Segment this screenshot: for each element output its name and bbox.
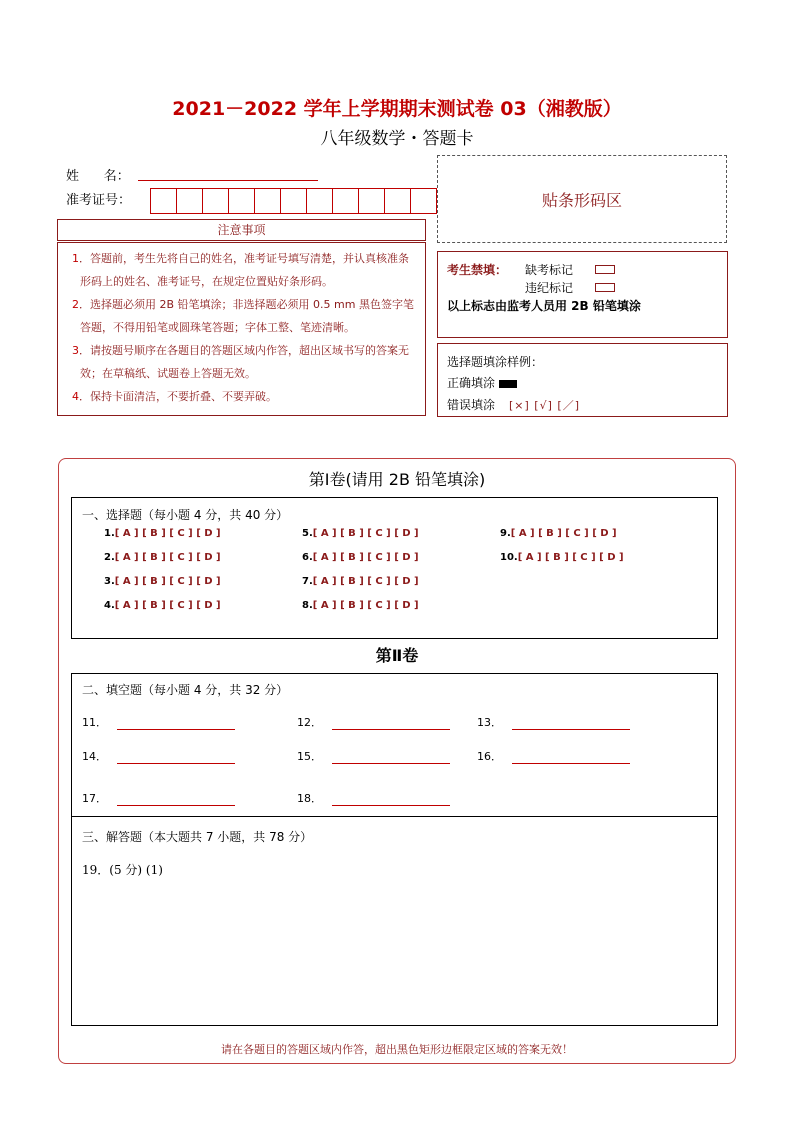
absent-mark-label: 缺考标记 (525, 263, 574, 277)
solution-box[interactable] (71, 816, 718, 1026)
examiner-only-label: 考生禁填： (447, 263, 508, 277)
wrong-fill-label: 错误填涂 (447, 398, 496, 412)
id-label: 准考证号： (66, 193, 132, 208)
notice-item: 4．保持卡面清洁，不要折叠、不要弄破。 (72, 390, 277, 403)
footer-warning: 请在各题目的答题区域内作答，超出黑色矩形边框限定区域的答案无效！ (221, 1043, 573, 1056)
blank-answer[interactable]: 12． (297, 714, 450, 730)
fill-sample-box (437, 343, 728, 417)
choice-question[interactable]: 6.[ A ] [ B ] [ C ] [ D ] (302, 552, 419, 563)
id-digit-box[interactable] (410, 188, 437, 214)
choice-question[interactable]: 3.[ A ] [ B ] [ C ] [ D ] (104, 576, 221, 587)
notice-item: 3．请按题号顺序在各题目的答题区域内作答，超出区域书写的答案无效；在草稿纸、试题卷上答题无效。 (72, 344, 409, 380)
examiner-note: 以上标志由监考人员用 2B 铅笔填涂 (447, 299, 641, 313)
choice-question[interactable]: 4.[ A ] [ B ] [ C ] [ D ] (104, 600, 221, 611)
section2-title: 第Ⅱ卷 (375, 646, 419, 665)
name-field[interactable] (138, 180, 318, 181)
section1-title: 第Ⅰ卷(请用 2B 铅笔填涂) (308, 470, 486, 489)
sample-title: 选择题填涂样例： (447, 355, 544, 369)
blank-answer[interactable]: 17． (82, 790, 235, 806)
blank-answer[interactable]: 16． (477, 748, 630, 764)
id-digit-box[interactable] (306, 188, 333, 214)
id-number-boxes[interactable] (151, 188, 437, 214)
choice-question[interactable]: 5.[ A ] [ B ] [ C ] [ D ] (302, 528, 419, 539)
question-19-label: 19．(5 分) (1) (82, 863, 163, 877)
id-digit-box[interactable] (176, 188, 203, 214)
barcode-area: 贴条形码区 (437, 155, 727, 243)
choice-question[interactable]: 2.[ A ] [ B ] [ C ] [ D ] (104, 552, 221, 563)
choice-question[interactable]: 8.[ A ] [ B ] [ C ] [ D ] (302, 600, 419, 611)
id-digit-box[interactable] (280, 188, 307, 214)
notice-item: 2．选择题必须用 2B 铅笔填涂；非选择题必须用 0.5 mm 黑色签字笔答题，不得用铅笔或圆珠笔答题；字体工整、笔迹清晰。 (72, 298, 414, 334)
notice-title: 注意事项 (57, 219, 426, 241)
choice-question[interactable]: 10.[ A ] [ B ] [ C ] [ D ] (500, 552, 624, 563)
fill-blank-box (71, 673, 718, 817)
correct-fill-label: 正确填涂 (447, 376, 496, 390)
blank-answer[interactable]: 18． (297, 790, 450, 806)
id-digit-box[interactable] (228, 188, 255, 214)
name-label: 姓 名： (66, 169, 130, 184)
exam-subtitle: 八年级数学・答题卡 (320, 129, 474, 149)
violation-mark-box[interactable] (595, 283, 615, 292)
blank-answer[interactable]: 15． (297, 748, 450, 764)
solution-heading: 三、解答题（本大题共 7 小题，共 78 分） (82, 830, 313, 844)
exam-title: 2021－2022 学年上学期期末测试卷 03（湘教版） (172, 98, 622, 120)
multiple-choice-box (71, 497, 718, 639)
absent-mark-box[interactable] (595, 265, 615, 274)
blank-answer[interactable]: 14． (82, 748, 235, 764)
solid-fill-mark (499, 380, 517, 388)
id-digit-box[interactable] (384, 188, 411, 214)
multiple-choice-heading: 一、选择题（每小题 4 分，共 40 分） (82, 508, 289, 522)
id-digit-box[interactable] (202, 188, 229, 214)
violation-mark-label: 违纪标记 (525, 281, 574, 295)
id-digit-box[interactable] (358, 188, 385, 214)
choice-question[interactable]: 7.[ A ] [ B ] [ C ] [ D ] (302, 576, 419, 587)
fill-blank-heading: 二、填空题（每小题 4 分，共 32 分） (82, 683, 289, 697)
wrong-fill-marks: [×] [√] [／] (509, 399, 580, 412)
id-digit-box[interactable] (332, 188, 359, 214)
choice-question[interactable]: 1.[ A ] [ B ] [ C ] [ D ] (104, 528, 221, 539)
id-digit-box[interactable] (254, 188, 281, 214)
id-digit-box[interactable] (150, 188, 177, 214)
blank-answer[interactable]: 11． (82, 714, 235, 730)
notice-item: 1．答题前，考生先将自己的姓名，准考证号填写清楚，并认真核准条形码上的姓名、准考证号，在规定位置贴好条形码。 (72, 252, 409, 288)
blank-answer[interactable]: 13． (477, 714, 630, 730)
choice-question[interactable]: 9.[ A ] [ B ] [ C ] [ D ] (500, 528, 617, 539)
examiner-only-box (437, 251, 728, 338)
notice-body (57, 242, 426, 416)
